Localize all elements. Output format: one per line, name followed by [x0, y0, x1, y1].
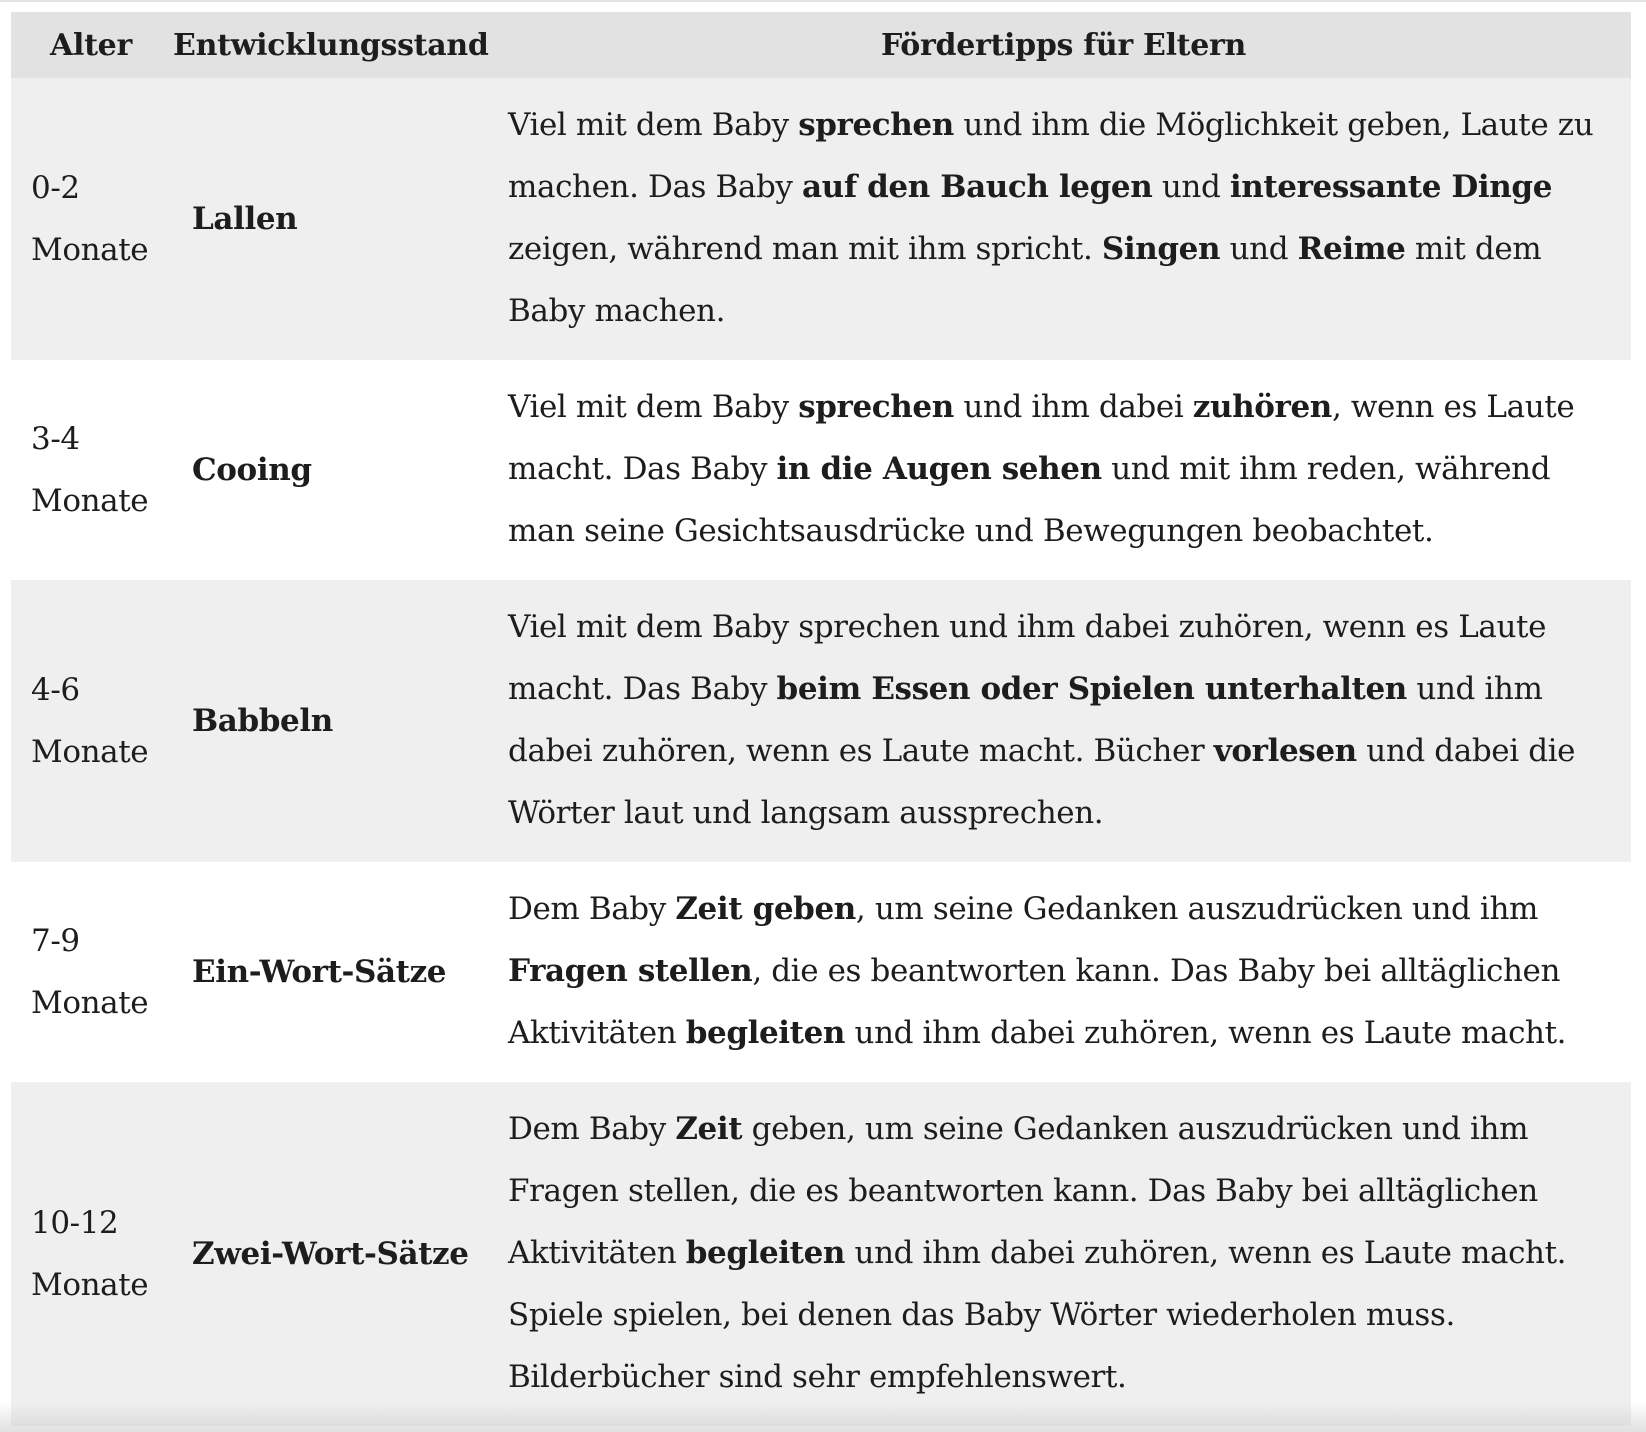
tip-emphasis: Zeit geben: [675, 891, 856, 927]
age-unit: Monate: [31, 734, 149, 770]
tip-text: Dem Baby: [508, 891, 676, 927]
table-header-row: [11, 12, 1631, 78]
header-stage: Entwicklungsstand: [173, 27, 489, 63]
tip-text: geben, um seine Gedanken auszudrücken und ihm Fragen stellen, die es beantworten kann. Das Baby bei alltäglichen Aktivitäten: [508, 1111, 1538, 1271]
tip-text: Viel mit dem Baby: [508, 107, 799, 143]
tip-emphasis: sprechen: [798, 389, 954, 425]
tip-text: und mit ihm reden, während man seine Gesichtsausdrücke und Bewegungen beobachtet.: [508, 451, 1551, 549]
table-row: [11, 580, 1631, 862]
age-unit: Monate: [31, 232, 149, 268]
table-row: [11, 862, 1631, 1082]
tip-text: , die es beantworten kann. Das Baby bei alltäglichen Aktivitäten: [508, 953, 1561, 1051]
tip-text: , wenn es Laute macht. Das Baby: [508, 389, 1575, 487]
tip-text: , um seine Gedanken auszudrücken und ihm: [855, 891, 1539, 927]
age-unit: Monate: [31, 1267, 149, 1303]
stage-cell: Zwei-Wort-Sätze: [192, 1236, 469, 1272]
age-cell: [11, 862, 171, 1082]
bottom-fade: [0, 1402, 1646, 1432]
age-unit: Monate: [31, 985, 149, 1021]
stage-cell: Cooing: [192, 452, 312, 488]
tips-cell: [496, 360, 1631, 580]
age-cell: [11, 78, 171, 360]
tip-emphasis: Singen: [1101, 231, 1221, 267]
tip-emphasis: auf den Bauch legen: [802, 169, 1153, 205]
tip-text: zeigen, während man mit ihm spricht.: [508, 231, 1102, 267]
tip-text: Dem Baby: [508, 1111, 676, 1147]
stage-cell: Babbeln: [192, 703, 333, 739]
header-tips: Fördertipps für Eltern: [880, 27, 1247, 63]
tip-text: und ihm dabei zuhören, wenn es Laute macht.: [845, 1015, 1567, 1051]
tip-text: und ihm dabei zuhören, wenn es Laute macht. Bücher: [508, 671, 1543, 769]
tips-cell: [496, 1082, 1631, 1426]
tip-text: mit dem Baby machen.: [508, 231, 1542, 329]
age-range: 10-12: [31, 1205, 119, 1241]
age-unit: Monate: [31, 483, 149, 519]
tip-emphasis: sprechen: [798, 107, 954, 143]
tips-cell: [496, 580, 1631, 862]
tip-emphasis: begleiten: [685, 1235, 846, 1271]
tip-emphasis: zuhören: [1192, 389, 1332, 425]
tip-text: und ihm die Möglichkeit geben, Laute zu machen. Das Baby: [508, 107, 1594, 205]
age-range: 4-6: [31, 672, 80, 708]
tip-emphasis: Reime: [1297, 231, 1406, 267]
tip-emphasis: Zeit: [675, 1111, 743, 1147]
tip-text: Viel mit dem Baby sprechen und ihm dabei zuhören, wenn es Laute macht. Das Baby: [508, 609, 1547, 707]
tips-cell: [496, 862, 1631, 1082]
tip-text: und ihm dabei zuhören, wenn es Laute macht. Spiele spielen, bei denen das Baby Wörter wiederholen muss. Bilderbücher sind sehr empfehlenswert.: [508, 1235, 1567, 1395]
tip-emphasis: interessante Dinge: [1229, 169, 1553, 205]
age-range: 0-2: [31, 170, 80, 206]
tip-text: und dabei die Wörter laut und langsam aussprechen.: [508, 733, 1576, 831]
tip-emphasis: begleiten: [685, 1015, 846, 1051]
tip-text: und: [1220, 231, 1298, 267]
stage-cell: Ein-Wort-Sätze: [192, 954, 447, 990]
top-divider: [0, 0, 1646, 2]
age-range: 3-4: [31, 421, 80, 457]
age-cell: [11, 580, 171, 862]
tip-emphasis: Fragen stellen: [508, 953, 753, 989]
table-row: [11, 360, 1631, 580]
tip-emphasis: vorlesen: [1213, 733, 1357, 769]
tip-text: und ihm dabei: [953, 389, 1193, 425]
table-row: [11, 78, 1631, 360]
language-development-table: [11, 12, 1631, 1426]
header-age: Alter: [50, 27, 132, 63]
tip-emphasis: beim Essen oder Spielen unterhalten: [776, 671, 1407, 707]
tip-emphasis: in die Augen sehen: [776, 451, 1102, 487]
tip-text: und: [1152, 169, 1230, 205]
stage-cell: Lallen: [192, 201, 298, 237]
age-range: 7-9: [31, 923, 80, 959]
age-cell: [11, 360, 171, 580]
age-cell: [11, 1082, 171, 1426]
table-row: [11, 1082, 1631, 1426]
tips-cell: [496, 78, 1631, 360]
tip-text: Viel mit dem Baby: [508, 389, 799, 425]
